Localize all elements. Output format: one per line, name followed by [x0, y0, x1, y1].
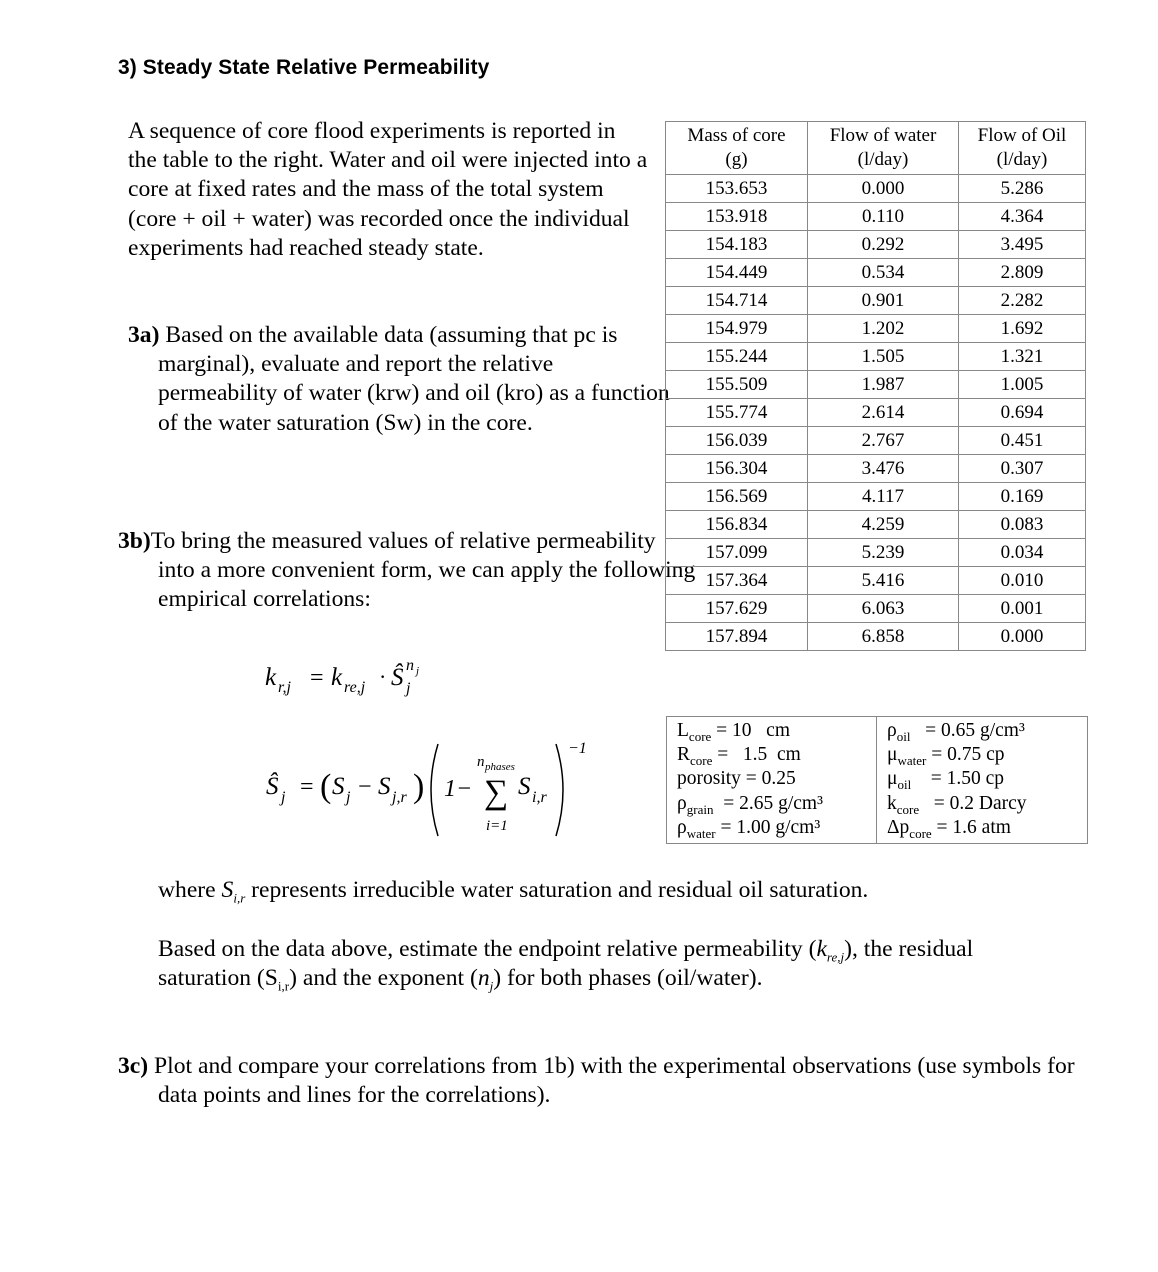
normalized-saturation-equation [262, 730, 602, 840]
eq2-one-minus: 1− [444, 776, 473, 802]
eq2-minus: − [358, 774, 372, 800]
table-row [666, 455, 1086, 483]
table-cell: 157.364 [666, 567, 808, 595]
eq2-exponent: −1 [568, 740, 587, 757]
question-3c-text: Plot and compare your correlations from 1b) with the experimental observations (use symbols for data points and lines for the correlations). [154, 1053, 1075, 1109]
table-row [666, 203, 1086, 231]
table-header-line2: (l/day) [996, 149, 1048, 170]
property-row [887, 816, 1077, 840]
where-sentence [158, 876, 868, 905]
table-cell: 154.979 [666, 315, 808, 343]
based-text-1: Based on the data above, estimate the endpoint relative permeability ( [158, 936, 817, 962]
table-cell: 153.918 [666, 203, 808, 231]
property-value: = 2.65 g/cm³ [713, 792, 823, 814]
eq1-k-sub: r,j [278, 679, 291, 696]
table-cell: 0.534 [808, 259, 959, 287]
table-cell: 6.063 [808, 595, 959, 623]
table-row [666, 315, 1086, 343]
table-cell: 0.083 [959, 511, 1086, 539]
property-symbol: k [887, 792, 897, 814]
eq2-sir-sub: i,r [532, 789, 547, 806]
eq1-s-sub: j [406, 680, 411, 697]
eq1-s-sup: n [406, 657, 414, 674]
question-3b-text: To bring the measured values of relative permeability into a more convenient form, we can apply the following empirical correlations: [150, 528, 696, 613]
where-text: represents irreducible water saturation and residual oil saturation. [245, 877, 869, 903]
property-row [887, 792, 1077, 816]
eq2-s-hat: Ŝ [266, 773, 279, 800]
property-symbol-sub: core [909, 825, 932, 841]
property-value: = 0.75 cp [926, 744, 1005, 766]
table-cell: 0.000 [959, 623, 1086, 651]
question-3c-label: 3c) [118, 1053, 149, 1079]
eq2-big-paren-open [431, 744, 438, 836]
property-symbol-sub: core [688, 728, 712, 744]
table-row [666, 539, 1086, 567]
property-symbol: Δp [887, 816, 910, 838]
table-row [666, 427, 1086, 455]
property-row [887, 719, 1077, 743]
table-cell: 0.034 [959, 539, 1086, 567]
table-cell: 157.894 [666, 623, 808, 651]
eq1-kre: k [331, 664, 343, 691]
table-cell: 0.001 [959, 595, 1086, 623]
question-3c [118, 1052, 1098, 1110]
property-symbol: ρ [887, 720, 897, 741]
question-3b [118, 527, 698, 615]
property-row [887, 767, 1077, 791]
table-cell: 154.449 [666, 259, 808, 287]
property-value: = 1.5 cm [712, 744, 801, 766]
core-properties-left [667, 717, 877, 844]
table-cell: 4.364 [959, 203, 1086, 231]
table-cell: 156.039 [666, 427, 808, 455]
eq2-sir: S [518, 773, 531, 800]
table-cell: 156.834 [666, 511, 808, 539]
table-header-line1: Flow of water [829, 125, 937, 146]
experiment-data-table [665, 121, 1086, 651]
table-cell: 6.858 [808, 623, 959, 651]
table-cell: 3.495 [959, 231, 1086, 259]
table-cell: 2.614 [808, 399, 959, 427]
property-symbol-sub: core [896, 801, 920, 817]
property-row [677, 719, 866, 743]
property-row [677, 767, 866, 791]
based-text-2: ), the residual saturation (S [158, 936, 974, 992]
table-cell: 1.692 [959, 315, 1086, 343]
eq1-equals: = [310, 665, 324, 691]
eq2-s2: S [378, 773, 391, 800]
table-header-line1: Flow of Oil [977, 125, 1067, 146]
table-cell: 154.714 [666, 287, 808, 315]
eq2-equals: = [300, 774, 314, 800]
based-on-data-paragraph [158, 935, 1058, 993]
property-symbol-sub: water [897, 753, 927, 769]
table-cell: 4.117 [808, 483, 959, 511]
question-3a-text: Based on the available data (assuming that pc is marginal), evaluate and report the relative permeability of water (krw) and oil (kro) as a function of the water saturation (Sw) in the core. [158, 322, 670, 436]
table-row [666, 623, 1086, 651]
table-cell: 1.505 [808, 343, 959, 371]
intro-paragraph: A sequence of core flood experiments is reported in the table to the right. Water and oil were injected into a core at fixed rates and the mass of the total system (core + oil + water) was recorded once the individual experiments had reached steady state. [128, 118, 648, 261]
table-cell: 0.694 [959, 399, 1086, 427]
property-value: = 0.25 [740, 768, 796, 790]
table-cell: 156.304 [666, 455, 808, 483]
eq2-paren-open: ( [320, 768, 332, 805]
table-header-row [666, 122, 1086, 175]
based-n-sub: j [489, 978, 494, 994]
table-cell: 1.202 [808, 315, 959, 343]
property-value: = 0.2 Darcy [919, 792, 1027, 814]
eq1-k: k [265, 664, 277, 691]
table-cell: 5.416 [808, 567, 959, 595]
based-s-sub: i,r [277, 978, 290, 994]
table-cell: 0.451 [959, 427, 1086, 455]
eq2-sum-bottom: i=1 [486, 818, 508, 834]
eq1-kre-sub: re,j [344, 679, 366, 696]
based-text-3: ) and the exponent ( [289, 965, 478, 992]
section-heading: 3) Steady State Relative Permeability [118, 56, 490, 79]
table-header-line2: (l/day) [857, 149, 909, 170]
property-symbol-sub: oil [896, 728, 911, 744]
property-symbol: μ [887, 768, 898, 790]
property-symbol: ρ [677, 792, 687, 814]
table-row [666, 175, 1086, 203]
table-cell: 155.774 [666, 399, 808, 427]
property-symbol: μ [887, 744, 898, 766]
question-3a [128, 321, 678, 438]
eq2-big-paren-close [556, 744, 563, 836]
property-row [677, 743, 866, 767]
table-row [666, 231, 1086, 259]
property-symbol-sub: grain [686, 801, 714, 817]
table-cell: 4.259 [808, 511, 959, 539]
property-symbol-sub: core [690, 753, 713, 769]
table-header-line2: (g) [725, 149, 748, 170]
property-value: = 1.00 g/cm³ [715, 816, 821, 838]
table-cell: 154.183 [666, 231, 808, 259]
table-cell: 1.321 [959, 343, 1086, 371]
eq2-sum-top-sub: phases [485, 761, 515, 773]
table-row [666, 483, 1086, 511]
eq2-paren-close: ) [413, 768, 425, 805]
based-k-sub: re,j [826, 949, 845, 965]
property-value: = 10 cm [711, 720, 790, 741]
property-value: = 0.65 g/cm³ [910, 720, 1025, 741]
table-cell: 153.653 [666, 175, 808, 203]
table-cell: 5.239 [808, 539, 959, 567]
table-header-cell [666, 122, 808, 175]
table-cell: 5.286 [959, 175, 1086, 203]
property-row [887, 743, 1077, 767]
question-3b-label: 3b) [118, 528, 151, 554]
property-symbol: L [677, 720, 689, 741]
table-cell: 0.307 [959, 455, 1086, 483]
where-symbol-sub: i,r [233, 890, 246, 906]
table-row [666, 343, 1086, 371]
table-row [666, 567, 1086, 595]
table-cell: 157.099 [666, 539, 808, 567]
table-row [666, 399, 1086, 427]
table-cell: 3.476 [808, 455, 959, 483]
table-cell: 155.244 [666, 343, 808, 371]
property-symbol: R [677, 744, 691, 766]
eq1-dot: · [379, 664, 387, 689]
table-row [666, 287, 1086, 315]
based-text-4: ) for both phases (oil/water). [493, 965, 763, 992]
table-cell: 2.282 [959, 287, 1086, 315]
table-cell: 157.629 [666, 595, 808, 623]
property-row [677, 816, 866, 840]
table-row [666, 511, 1086, 539]
table-cell: 0.010 [959, 567, 1086, 595]
property-symbol-sub: oil [897, 777, 912, 793]
table-cell: 0.292 [808, 231, 959, 259]
table-body [666, 175, 1086, 651]
table-cell: 155.509 [666, 371, 808, 399]
where-symbol: S [221, 877, 234, 903]
property-symbol: porosity [677, 768, 741, 790]
property-symbol-sub: water [686, 825, 716, 841]
core-properties-table [666, 716, 1088, 844]
table-header-line1: Mass of core [687, 125, 786, 146]
table-cell: 2.809 [959, 259, 1086, 287]
where-prefix: where [158, 877, 222, 903]
property-symbol: ρ [677, 816, 687, 838]
table-row [666, 259, 1086, 287]
table-cell: 0.169 [959, 483, 1086, 511]
eq1-s-sup-sub: j [416, 665, 420, 677]
table-row [666, 595, 1086, 623]
table-row [666, 371, 1086, 399]
table-header-cell [808, 122, 959, 175]
property-value: = 1.50 cp [911, 768, 1004, 790]
eq2-s: S [332, 773, 345, 800]
table-cell: 1.005 [959, 371, 1086, 399]
eq2-s-hat-sub: j [281, 789, 286, 806]
based-k: k [816, 936, 827, 962]
table-header-cell [959, 122, 1086, 175]
eq2-s2-sub: j,r [392, 789, 407, 806]
based-n: n [477, 965, 490, 992]
table-cell: 0.110 [808, 203, 959, 231]
fluid-properties-right [877, 717, 1088, 844]
table-cell: 0.901 [808, 287, 959, 315]
eq2-sigma: ∑ [484, 774, 509, 811]
eq1-s-hat: Ŝ [391, 664, 404, 691]
eq2-s-sub: j [346, 789, 351, 806]
table-cell: 1.987 [808, 371, 959, 399]
eq2-sum-top: n [477, 754, 485, 770]
table-cell: 2.767 [808, 427, 959, 455]
property-row [677, 792, 866, 816]
property-value: = 1.6 atm [931, 816, 1011, 838]
question-3a-label: 3a) [128, 322, 160, 348]
table-cell: 0.000 [808, 175, 959, 203]
table-cell: 156.569 [666, 483, 808, 511]
relative-permeability-equation [263, 648, 443, 698]
